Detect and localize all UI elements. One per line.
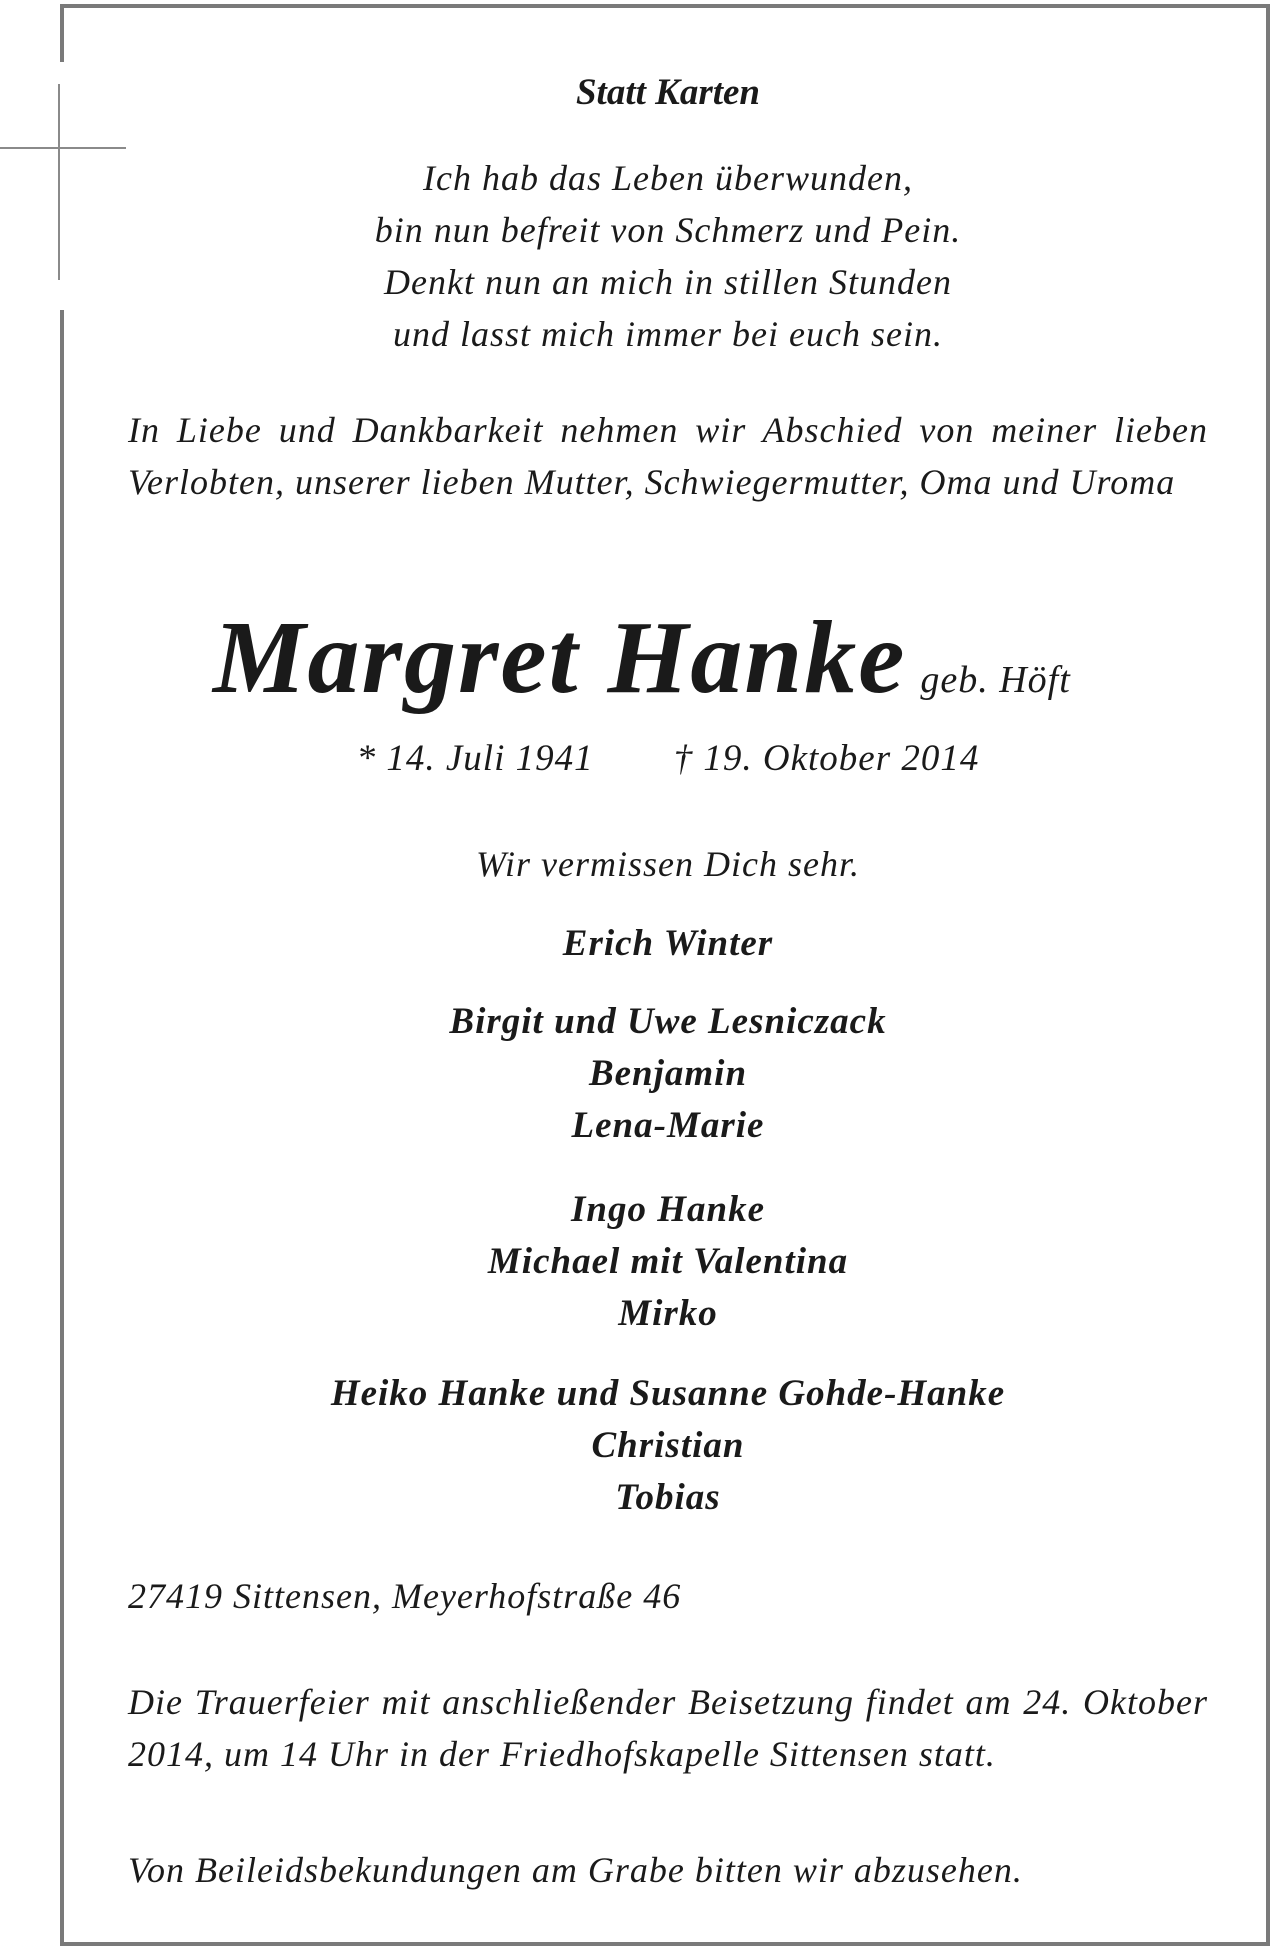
condolence-note: Von Beileidsbekundungen am Grabe bitten wir abzusehen. (128, 1850, 1023, 1890)
family-group (128, 1368, 1208, 1524)
poem-line: bin nun befreit von Schmerz und Pein. (374, 210, 962, 250)
family-member: Mirko (618, 1293, 718, 1334)
poem (128, 152, 1208, 360)
family-member: Lena-Marie (571, 1105, 765, 1146)
poem-line: Ich hab das Leben überwunden, (423, 158, 913, 198)
family-member: Erich Winter (562, 923, 774, 964)
birth-date: * 14. Juli 1941 (356, 738, 594, 779)
family-group (128, 918, 1208, 970)
deceased-name: Margret Hanke (213, 600, 907, 715)
family-member: Michael mit Valentina (487, 1241, 849, 1282)
miss-line: Wir vermissen Dich sehr. (476, 844, 860, 884)
funeral-info: Die Trauerfeier mit anschließender Beisetzung findet am 24. Oktober 2014, um 14 Uhr in der Friedhofskapelle Sittensen statt. (128, 1682, 1208, 1774)
cross-icon (0, 84, 126, 280)
poem-line: und lasst mich immer bei euch sein. (393, 314, 943, 354)
poem-line: Denkt nun an mich in stillen Stunden (384, 262, 952, 302)
address: 27419 Sittensen, Meyerhofstraße 46 (128, 1576, 682, 1616)
family-group (128, 996, 1208, 1152)
family-member: Tobias (615, 1477, 721, 1518)
life-dates (128, 732, 1208, 786)
deceased-name-line (213, 598, 1071, 717)
death-date: † 19. Oktober 2014 (673, 738, 980, 779)
family-group (128, 1184, 1208, 1340)
family-member: Heiko Hanke und Susanne Gohde-Hanke (330, 1373, 1006, 1414)
family-member: Birgit und Uwe Lesniczack (449, 1001, 887, 1042)
intro-text: In Liebe und Dankbarkeit nehmen wir Abschied von meiner lieben Verlobten, unserer lieben Mutter, Schwiegermutter, Oma und Uroma (128, 410, 1208, 502)
notice-heading: Statt Karten (575, 72, 761, 113)
family-member: Ingo Hanke (570, 1189, 765, 1230)
family-member: Benjamin (588, 1053, 748, 1094)
family-member: Christian (591, 1425, 745, 1466)
maiden-name: geb. Höft (920, 659, 1071, 701)
